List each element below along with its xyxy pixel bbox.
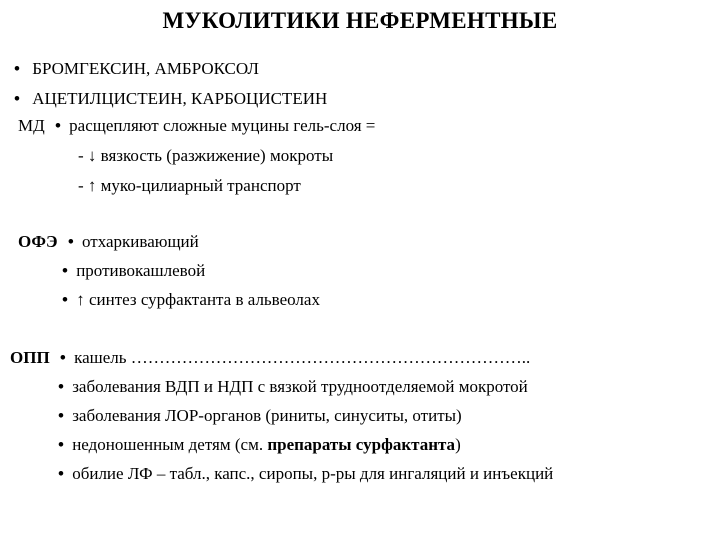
md-sub-viscosity: - ↓ вязкость (разжижение) мокроты: [78, 146, 334, 165]
md-text: расщепляют сложные муцины гель-слоя =: [69, 116, 376, 135]
ofe-line: [18, 231, 199, 253]
bullet-icon: •: [54, 116, 61, 135]
opp-item-premature: [58, 434, 461, 456]
surfactant-reference: препараты сурфактанта: [267, 435, 456, 454]
bullet-icon: •: [62, 290, 68, 309]
ofe-item: противокашлевой: [76, 261, 206, 280]
ofe-item: ↑ синтез сурфактанта в альвеолах: [76, 290, 320, 309]
bullet-icon: •: [59, 348, 66, 367]
opp-item-respiratory: [58, 376, 528, 398]
opp-item-ent: [58, 405, 462, 427]
bullet-item-bromhexine: [14, 58, 259, 80]
bullet-text: БРОМГЕКСИН, АМБРОКСОЛ: [32, 59, 259, 78]
bullet-icon: •: [14, 89, 20, 108]
opp-label: ОПП: [10, 348, 50, 367]
slide-title: МУКОЛИТИКИ НЕФЕРМЕНТНЫЕ: [162, 8, 558, 33]
bullet-icon: •: [58, 435, 64, 454]
bullet-text: АЦЕТИЛЦИСТЕИН, КАРБОЦИСТЕИН: [32, 89, 328, 108]
bullet-item-acetylcysteine: [14, 88, 327, 110]
md-line: [18, 115, 375, 137]
ofe-item: отхаркивающий: [82, 232, 199, 251]
ofe-item-surfactant: [62, 289, 320, 311]
closing-paren: ): [455, 435, 461, 454]
bullet-icon: •: [14, 59, 20, 78]
bullet-icon: •: [58, 377, 64, 396]
opp-item-text: заболевания ВДП и НДП с вязкой трудноотделяемой мокротой: [72, 377, 528, 396]
md-sub-transport: - ↑ муко-цилиарный транспорт: [78, 176, 301, 195]
bullet-icon: •: [62, 261, 68, 280]
ofe-label: ОФЭ: [18, 232, 58, 251]
opp-item-cough: кашель ……………………………………………………………..: [74, 348, 531, 367]
opp-item-text: обилие ЛФ – табл., капс., сиропы, р-ры для ингаляций и инъекций: [72, 464, 554, 483]
bullet-icon: •: [67, 232, 74, 251]
opp-item-text: недоношенным детям (см.: [72, 435, 264, 454]
bullet-icon: •: [58, 464, 64, 483]
md-label: МД: [18, 116, 45, 135]
bullet-icon: •: [58, 406, 64, 425]
opp-line: [10, 347, 530, 369]
ofe-item-antitussive: [62, 260, 205, 282]
opp-item-forms: [58, 463, 553, 485]
opp-item-text: заболевания ЛОР-органов (риниты, синуситы, отиты): [72, 406, 462, 425]
